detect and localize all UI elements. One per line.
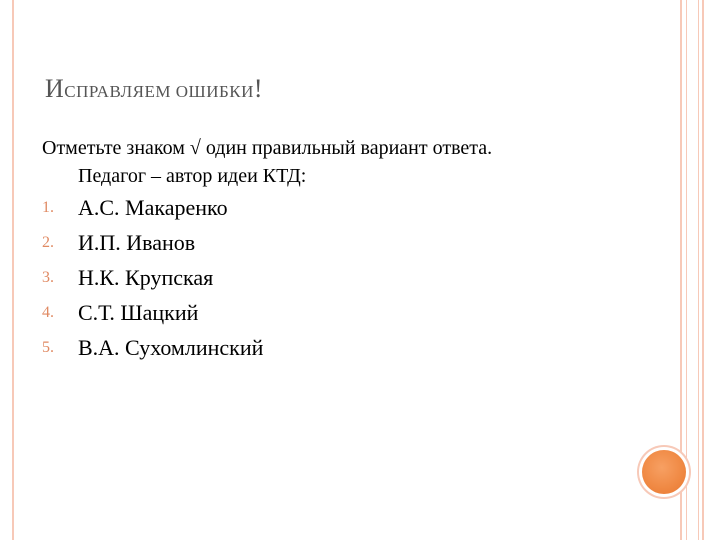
title-exclamation: ! [253, 74, 264, 103]
decorative-orb-icon [642, 450, 686, 494]
slide-title [45, 74, 263, 104]
left-frame-line [12, 0, 14, 540]
option-number: 1. [42, 199, 54, 216]
right-frame-band [680, 0, 704, 540]
option-text: И.П. Иванов [78, 230, 196, 255]
answer-option [42, 190, 642, 225]
option-text: В.А. Сухомлинский [78, 335, 264, 360]
option-text: С.Т. Шацкий [78, 300, 199, 325]
title-rest: СПРАВЛЯЕМ ОШИБКИ [64, 82, 254, 101]
option-number: 4. [42, 304, 54, 321]
question-line-1: Отметьте знаком √ один правильный вариант ответа. [42, 137, 493, 159]
title-initial: И [45, 74, 65, 103]
option-text: Н.К. Крупская [78, 265, 214, 290]
answer-option [42, 260, 642, 295]
option-number: 2. [42, 234, 54, 251]
answer-option [42, 225, 642, 260]
question-text [42, 134, 642, 190]
slide-content [42, 134, 642, 365]
option-text: А.С. Макаренко [78, 195, 228, 220]
right-frame-line-inner-2 [698, 0, 699, 540]
option-number: 5. [42, 339, 54, 356]
right-frame-line-inner [686, 0, 687, 540]
option-number: 3. [42, 269, 54, 286]
question-line-2: Педагог – автор идеи КТД: [78, 165, 307, 187]
answer-options [42, 190, 642, 365]
answer-option [42, 330, 642, 365]
answer-option [42, 295, 642, 330]
